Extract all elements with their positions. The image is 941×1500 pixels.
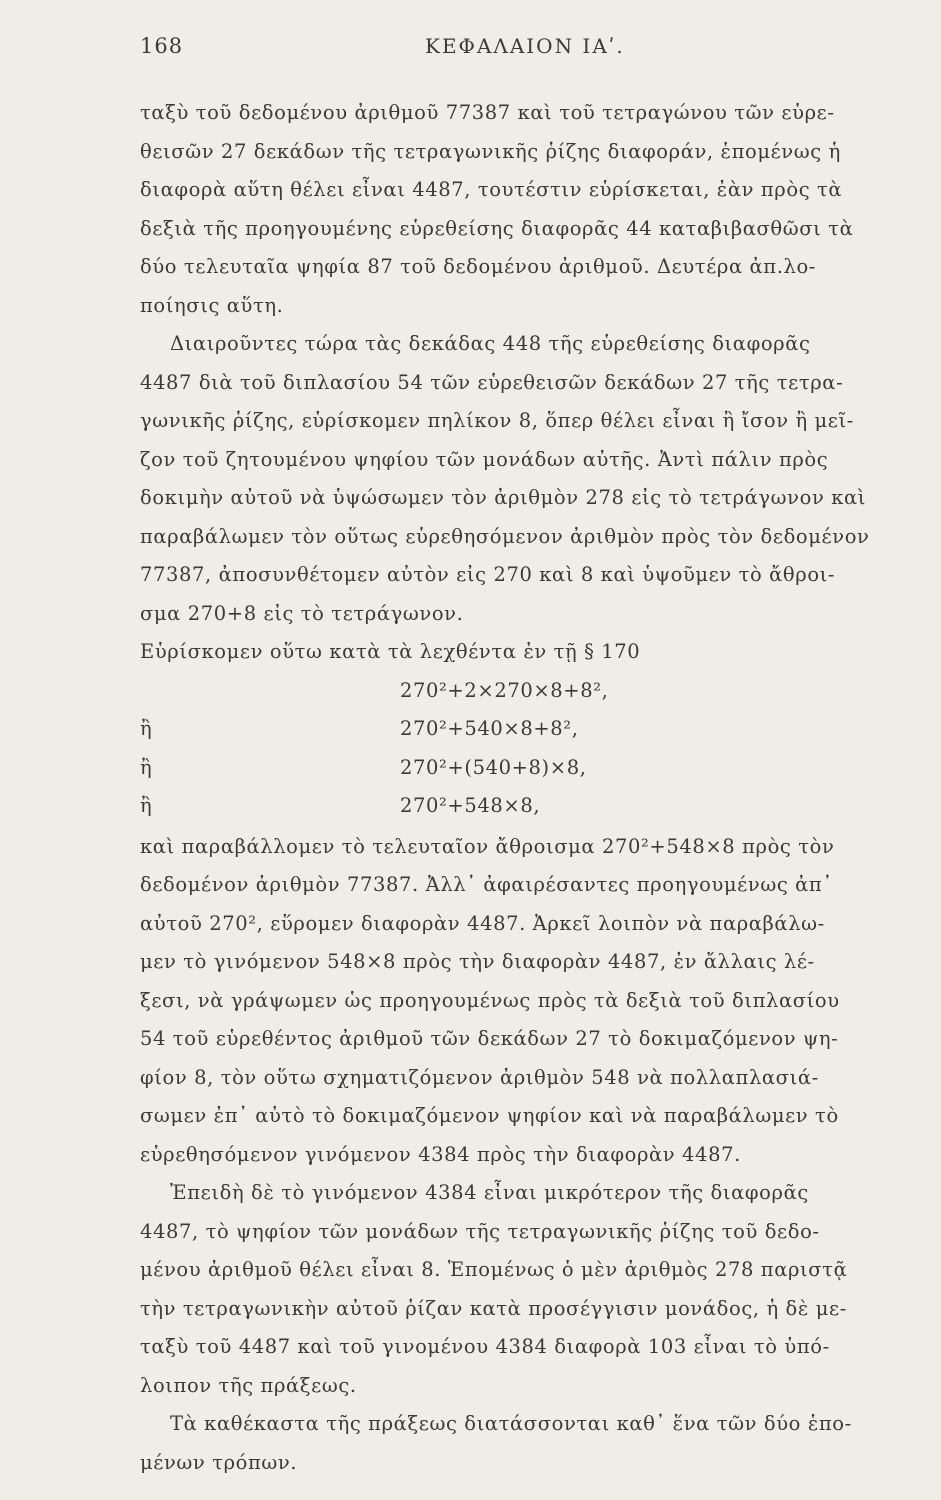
text-line: Εὑρίσκομεν οὕτω κατὰ τὰ λεχθέντα ἐν τῇ § 170 [140, 640, 641, 663]
text-line: διαφορὰ αὕτη θέλει εἶναι 4487, τουτέστιν εὑρίσκεται, ἐὰν πρὸς τὰ [140, 178, 843, 201]
equation-lead: ἢ [140, 755, 153, 779]
text-line: δοκιμὴν αὐτοῦ νὰ ὑψώσωμεν τὸν ἀριθμὸν 278 εἰς τὸ τετράγωνον καὶ [140, 486, 867, 509]
text-line: γωνικῆς ῥίζης, εὑρίσκομεν πηλίκον 8, ὅπερ θέλει εἶναι ἢ ἴσον ἢ μεῖ- [140, 409, 854, 432]
text-line: τὴν τετραγωνικὴν αὐτοῦ ῥίζαν κατὰ προσέγγισιν μονάδος, ἡ δὲ με- [140, 1296, 847, 1320]
text-line: ζον τοῦ ζητουμένου ψηφίου τῶν μονάδων αὐτῆς. Ἀντὶ πάλιν πρὸς [140, 447, 829, 471]
equation-expression: 270²+540×8+8², [400, 717, 579, 740]
text-line: καὶ παραβάλλομεν τὸ τελευταῖον ἄθροισμα 270²+548×8 πρὸς τὸν [140, 834, 835, 858]
equation-expression: 270²+2×270×8+8², [400, 678, 609, 702]
paragraph-start: Τὰ καθέκαστα τῆς πράξεως διατάσσονται καθ᾽ ἕνα τῶν δύο ἑπο- [170, 1412, 852, 1435]
text-line: 4487, τὸ ψηφίον τῶν μονάδων τῆς τετραγωνικῆς ῥίζης τοῦ δεδο- [140, 1219, 820, 1243]
text-line: δεξιὰ τῆς προηγουμένης εὑρεθείσης διαφορᾶς 44 καταβιβασθῶσι τὰ [140, 216, 854, 240]
text-line: δεδομένον ἀριθμὸν 77387. Ἀλλ᾽ ἀφαιρέσαντες προηγουμένως ἀπ᾽ [140, 873, 833, 896]
text-line: μένου ἀριθμοῦ θέλει εἶναι 8. Ἑπομένως ὁ μὲν ἀριθμὸς 278 παριστᾷ [140, 1258, 848, 1281]
text-line: εὑρεθησόμενον γινόμενον 4384 πρὸς τὴν διαφορὰν 4487. [140, 1142, 741, 1166]
text-line: ποίησις αὕτη. [140, 293, 284, 317]
equation-lead: ἢ [140, 794, 153, 817]
text-line: μεν τὸ γινόμενον 548×8 πρὸς τὴν διαφορὰν 4487, ἐν ἄλλαις λέ- [140, 950, 815, 973]
equation-lead: ἢ [140, 717, 153, 740]
equation-line [140, 787, 870, 826]
text-line: 77387, ἀποσυνθέτομεν αὐτὸν εἰς 270 καὶ 8 καὶ ὑψοῦμεν τὸ ἄθροι- [140, 563, 836, 586]
equation-line [140, 710, 870, 749]
text-line: θεισῶν 27 δεκάδων τῆς τετραγωνικῆς ῥίζης διαφοράν, ἑπομένως ἡ [140, 139, 841, 163]
text-line: σμα 270+8 εἰς τὸ τετράγωνον. [140, 601, 464, 625]
text-line: παραβάλωμεν τὸν οὕτως εὑρεθησόμενον ἀριθμὸν πρὸς τὸν δεδομένον [140, 524, 870, 548]
text-line: 54 τοῦ εὑρεθέντος ἀριθμοῦ τῶν δεκάδων 27 τὸ δοκιμαζόμενον ψη- [140, 1027, 839, 1050]
text-line: αὐτοῦ 270², εὕρομεν διαφορὰν 4487. Ἀρκεῖ λοιπὸν νὰ παραβάλω- [140, 911, 825, 935]
text-line: ξεσι, νὰ γράψωμεν ὡς προηγουμένως πρὸς τὰ δεξιὰ τοῦ διπλασίου [140, 988, 840, 1012]
paragraph-start: Διαιροῦντες τώρα τὰς δεκάδας 448 τῆς εὑρεθείσης διαφορᾶς [170, 332, 811, 355]
text-line: μένων τρόπων. [140, 1450, 298, 1474]
equation-line [140, 749, 870, 788]
page-header [0, 34, 941, 74]
text-line: φίον 8, τὸν οὕτω σχηματιζόμενον ἀριθμὸν 548 νὰ πολλαπλασιά- [140, 1065, 819, 1089]
text-line: λοιπον τῆς πράξεως. [140, 1373, 357, 1397]
text-line: δύο τελευταῖα ψηφία 87 τοῦ δεδομένου ἀριθμοῦ. Δευτέρα ἀπ.λο- [140, 255, 816, 278]
equation-expression: 270²+(540+8)×8, [400, 755, 587, 779]
text-line: ταξὺ τοῦ 4487 καὶ τοῦ γινομένου 4384 διαφορὰ 103 εἶναι τὸ ὑπό- [140, 1335, 830, 1358]
text-line: 4487 διὰ τοῦ διπλασίου 54 τῶν εὑρεθεισῶν δεκάδων 27 τῆς τετρα- [140, 370, 844, 394]
text-line: σωμεν ἐπ᾽ αὐτὸ τὸ δοκιμαζόμενον ψηφίον καὶ νὰ παραβάλωμεν τὸ [140, 1104, 839, 1127]
page-body [140, 94, 870, 1482]
running-head: ΚΕΦΑΛΑΙΟΝ ΙΑʹ. [425, 34, 625, 58]
equation-line [140, 672, 870, 711]
page-number: 168 [140, 34, 184, 58]
equation-expression: 270²+548×8, [400, 794, 541, 817]
paragraph-start: Ἐπειδὴ δὲ τὸ γινόμενον 4384 εἶναι μικρότερον τῆς διαφορᾶς [170, 1181, 809, 1204]
text-line: ταξὺ τοῦ δεδομένου ἀριθμοῦ 77387 καὶ τοῦ τετραγώνου τῶν εὑρε- [140, 101, 835, 124]
